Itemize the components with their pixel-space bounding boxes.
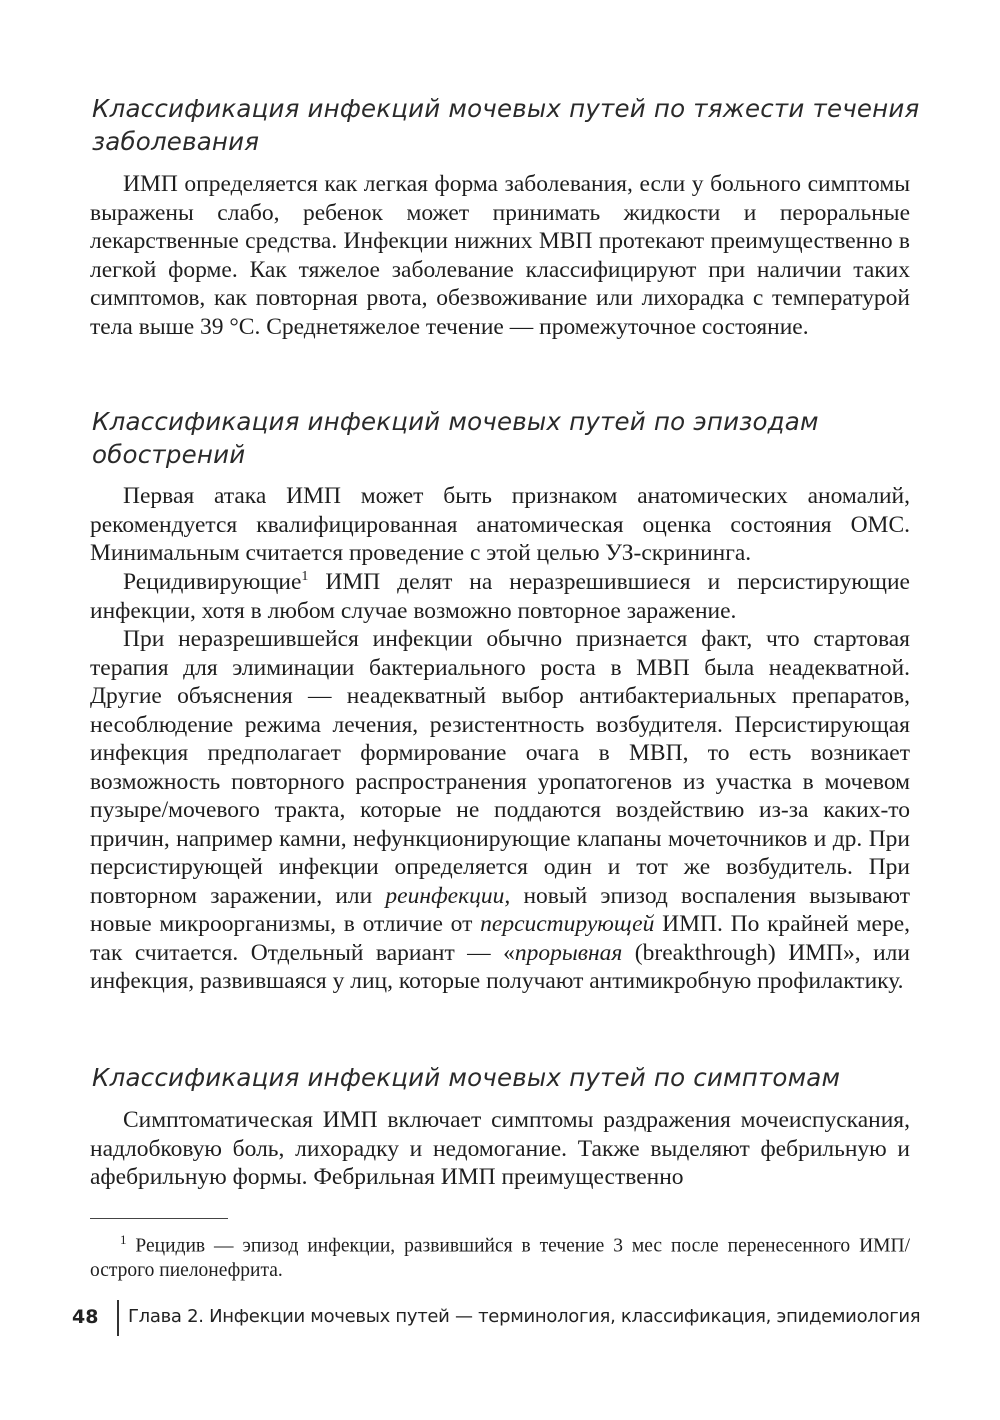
page-number: 48: [72, 1306, 99, 1328]
paragraph-severity: [90, 170, 910, 341]
emphasis-reinfection: реинфекции,: [385, 882, 511, 909]
section-heading-severity: Классификация инфекций мочевых путей по тяжести течения заболевания: [92, 94, 920, 156]
section-heading-symptoms: Классификация инфекций мочевых путей по симптомам: [92, 1063, 841, 1092]
paragraph-unresolved: [90, 625, 910, 996]
paragraph-first-attack: [90, 482, 910, 568]
footnote-divider: [90, 1218, 228, 1219]
unresolved-text-c: ИМП. По крайней мере, так считается. Отдельный вариант — «: [90, 911, 910, 966]
footer-divider: [117, 1300, 119, 1336]
paragraph-symptoms-text: Симптоматическая ИМП включает симптомы раздражения мочеиспускания, надлобковую боль, лихорадку и недомогание. Также выделяют фебрильную и афебрильную формы. Фебрильная ИМП преимущественно: [90, 1107, 910, 1190]
recurrent-term: Рецидивирующие: [123, 569, 302, 595]
emphasis-breakthrough: прорывная: [514, 939, 623, 966]
unresolved-text-a: При неразрешившейся инфекции обычно признается факт, что стартовая терапия для элиминации бактериального роста в МВП была неадекватной. Другие объяснения — неадекватный выбор антибактериальных препаратов, несоблюдение режима лечения, резистентность возбудителя. Персистирующая инфекция предполагает формирование очага в МВП, то есть возникает возможность повторного распространения уропатогенов из участка в мочевом пузыре/мочевого тракта, которые не поддаются воздействию из-за каких-то причин, например камни, нефункционирующие клапаны мочеточников и др. При персистирующей инфекции определяется один и тот же возбудитель. При повторном заражении, или: [90, 626, 910, 909]
paragraph-symptoms: [90, 1106, 910, 1192]
footnote-text: Рецидив — эпизод инфекции, развившийся в течение 3 мес после перенесенного ИМП/острого пиелонефрита.: [90, 1235, 910, 1281]
paragraph-recurrent: [90, 568, 910, 625]
paragraph-first-attack-text: Первая атака ИМП может быть признаком анатомических аномалий, рекомендуется квалифицированная анатомическая оценка состояния ОМС. Минимальным считается проведение с этой целью УЗ-скрининга.: [90, 483, 910, 566]
unresolved-text-d: (breakthrough) ИМП», или инфекция, развившаяся у лиц, которые получают антимикробную профилактику.: [90, 939, 910, 994]
page-footer: [72, 1300, 932, 1338]
footnote-reference[interactable]: 1: [301, 569, 309, 585]
recurrent-text: ИМП делят на неразрешившиеся и персистирующие инфекции, хотя в любом случае возможно повторное заражение.: [90, 569, 910, 624]
emphasis-persistent: персистирующей: [480, 911, 655, 937]
footnote-mark: 1: [120, 1232, 127, 1247]
paragraph-severity-text: ИМП определяется как легкая форма заболевания, если у больного симптомы выражены слабо, ребенок может принимать жидкости и пероральные лекарственные средства. Инфекции нижних МВП протекают преимущественно в легкой форме. Как тяжелое заболевание классифицируют при наличии таких симптомов, как повторная рвота, обезвоживание или лихорадка с температурой тела выше 39 °C. Среднетяжелое течение — промежуточное состояние.: [90, 171, 910, 340]
section-heading-episodes: Классификация инфекций мочевых путей по эпизодам обострений: [92, 407, 819, 469]
footnote: [90, 1228, 910, 1283]
chapter-title: Глава 2. Инфекции мочевых путей — терминология, классификация, эпидемиология: [128, 1306, 921, 1327]
unresolved-text-b: новый эпизод воспаления вызывают новые микроорганизмы, в отличие от: [90, 882, 910, 937]
